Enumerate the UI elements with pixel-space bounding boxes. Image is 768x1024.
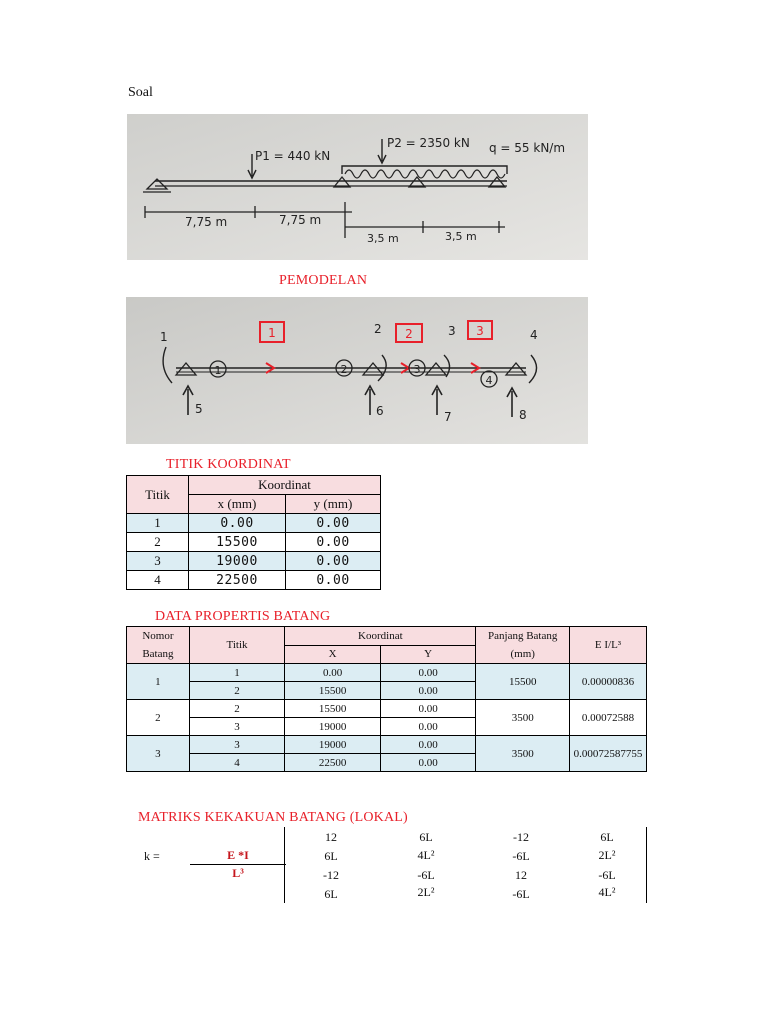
- cell-titik: 2: [189, 700, 285, 718]
- k-label: k =: [144, 849, 160, 863]
- cell-titik: 3: [127, 552, 189, 571]
- header-x: x (mm): [189, 495, 286, 514]
- batang-properties-table: [126, 626, 647, 772]
- dof-label-6: 6: [376, 404, 384, 418]
- cell-x: 19000: [285, 736, 381, 754]
- cell-titik: 2: [127, 533, 189, 552]
- node-label-2: 2: [340, 363, 348, 376]
- cell-x: 0.00: [189, 514, 286, 533]
- ei-numerator: E *I: [227, 848, 249, 862]
- matrix-cell: 6L: [324, 849, 338, 863]
- cell-panjang: 15500: [476, 664, 570, 700]
- stiffness-matrix: [126, 827, 647, 903]
- dim-4: 3,5 m: [445, 230, 477, 243]
- cell-y: 0.00: [286, 533, 381, 552]
- cell-x: 19000: [285, 718, 381, 736]
- cell-y: 0.00: [380, 664, 476, 682]
- cell-y: 0.00: [286, 571, 381, 590]
- dof-label-8: 8: [519, 408, 527, 422]
- table-row: [127, 736, 647, 754]
- cell-panjang: 3500: [476, 700, 570, 736]
- data-propertis-heading: DATA PROPERTIS BATANG: [155, 609, 331, 624]
- cell-titik: 3: [189, 736, 285, 754]
- cell-nomor: 3: [127, 736, 190, 772]
- cell-x: 15500: [285, 682, 381, 700]
- table-row: [127, 571, 381, 590]
- cell-y: 0.00: [380, 754, 476, 772]
- matrix-cell: 4L²: [417, 848, 435, 862]
- header-y: y (mm): [286, 495, 381, 514]
- cell-titik: 2: [189, 682, 285, 700]
- matrix-cell: -12: [323, 868, 339, 882]
- beam-sketch: [127, 114, 588, 260]
- p1-label: P1 = 440 kN: [255, 149, 331, 163]
- header-ei: E I/L³: [570, 627, 647, 664]
- dof-label-7: 7: [444, 410, 452, 424]
- header-y: Y: [380, 645, 476, 664]
- node-label-3: 3: [413, 363, 421, 376]
- header-koordinat: Koordinat: [189, 476, 381, 495]
- cell-y: 0.00: [380, 700, 476, 718]
- header-titik: Titik: [189, 627, 285, 664]
- soal-label: Soal: [128, 85, 153, 100]
- header-koordinat: Koordinat: [285, 627, 476, 646]
- cell-ei: 0.00000836: [570, 664, 647, 700]
- cell-x: 22500: [189, 571, 286, 590]
- dim-2: 7,75 m: [279, 213, 322, 227]
- cell-titik: 1: [127, 514, 189, 533]
- matrix-cell: -12: [513, 830, 529, 844]
- cell-titik: 3: [189, 718, 285, 736]
- cell-titik: 4: [127, 571, 189, 590]
- matrix-cell: 12: [325, 830, 337, 844]
- matrix-cell: 12: [515, 868, 527, 882]
- table-header-row: [127, 627, 647, 646]
- fraction-bar: [190, 864, 286, 865]
- dof-label-3: 3: [448, 324, 456, 338]
- cell-x: 15500: [285, 700, 381, 718]
- table-row: [127, 514, 381, 533]
- dof-label-1: 1: [160, 330, 168, 344]
- element-label-2: 2: [405, 327, 413, 341]
- table-header-row: [127, 476, 381, 495]
- header-nomor-batang: Nomor Batang: [127, 627, 190, 664]
- pemodelan-heading: PEMODELAN: [279, 273, 368, 288]
- titik-koordinat-table: [126, 475, 381, 590]
- titik-koordinat-heading: TITIK KOORDINAT: [166, 457, 291, 472]
- element-label-1: 1: [268, 326, 276, 340]
- cell-x: 15500: [189, 533, 286, 552]
- cell-titik: 4: [189, 754, 285, 772]
- matrix-cell: -6L: [512, 887, 530, 901]
- matrix-cell: -6L: [598, 868, 616, 882]
- table-row: [127, 700, 647, 718]
- model-sketch: [126, 297, 588, 444]
- matrix-cell: 6L: [419, 830, 433, 844]
- matrix-right-bracket: [646, 827, 647, 903]
- cell-y: 0.00: [380, 682, 476, 700]
- cell-panjang: 3500: [476, 736, 570, 772]
- dof-label-4: 4: [530, 328, 538, 342]
- matrix-cell: 4L²: [598, 885, 616, 899]
- table-row: [127, 533, 381, 552]
- cell-x: 19000: [189, 552, 286, 571]
- l3-denominator: L³: [232, 866, 244, 880]
- cell-ei: 0.00072587755: [570, 736, 647, 772]
- header-titik: Titik: [127, 476, 189, 514]
- matrix-left-bracket: [284, 827, 285, 903]
- dof-label-2: 2: [374, 322, 382, 336]
- cell-nomor: 2: [127, 700, 190, 736]
- matrix-cell: 6L: [324, 887, 338, 901]
- matrix-cell: 6L: [600, 830, 614, 844]
- p2-label: P2 = 2350 kN: [387, 136, 470, 150]
- matriks-heading: MATRIKS KEKAKUAN BATANG (LOKAL): [138, 810, 408, 825]
- cell-x: 0.00: [285, 664, 381, 682]
- cell-y: 0.00: [286, 514, 381, 533]
- cell-x: 22500: [285, 754, 381, 772]
- q-label: q = 55 kN/m: [489, 141, 566, 155]
- matrix-cell: -6L: [417, 868, 435, 882]
- modeling-sketch-photo: [126, 297, 588, 444]
- dim-1: 7,75 m: [185, 215, 228, 229]
- cell-y: 0.00: [286, 552, 381, 571]
- node-label-1: 1: [214, 364, 222, 377]
- cell-y: 0.00: [380, 736, 476, 754]
- matrix-cell: 2L²: [598, 848, 616, 862]
- cell-titik: 1: [189, 664, 285, 682]
- cell-nomor: 1: [127, 664, 190, 700]
- problem-sketch-photo: [127, 114, 588, 260]
- matrix-cell: 2L²: [417, 885, 435, 899]
- header-panjang: Panjang Batang (mm): [476, 627, 570, 664]
- dim-3: 3,5 m: [367, 232, 399, 245]
- node-label-4: 4: [485, 374, 493, 387]
- cell-y: 0.00: [380, 718, 476, 736]
- matrix-cell: -6L: [512, 849, 530, 863]
- header-x: X: [285, 645, 381, 664]
- dof-label-5: 5: [195, 402, 203, 416]
- element-label-3: 3: [476, 324, 484, 338]
- cell-ei: 0.00072588: [570, 700, 647, 736]
- table-row: [127, 664, 647, 682]
- table-row: [127, 552, 381, 571]
